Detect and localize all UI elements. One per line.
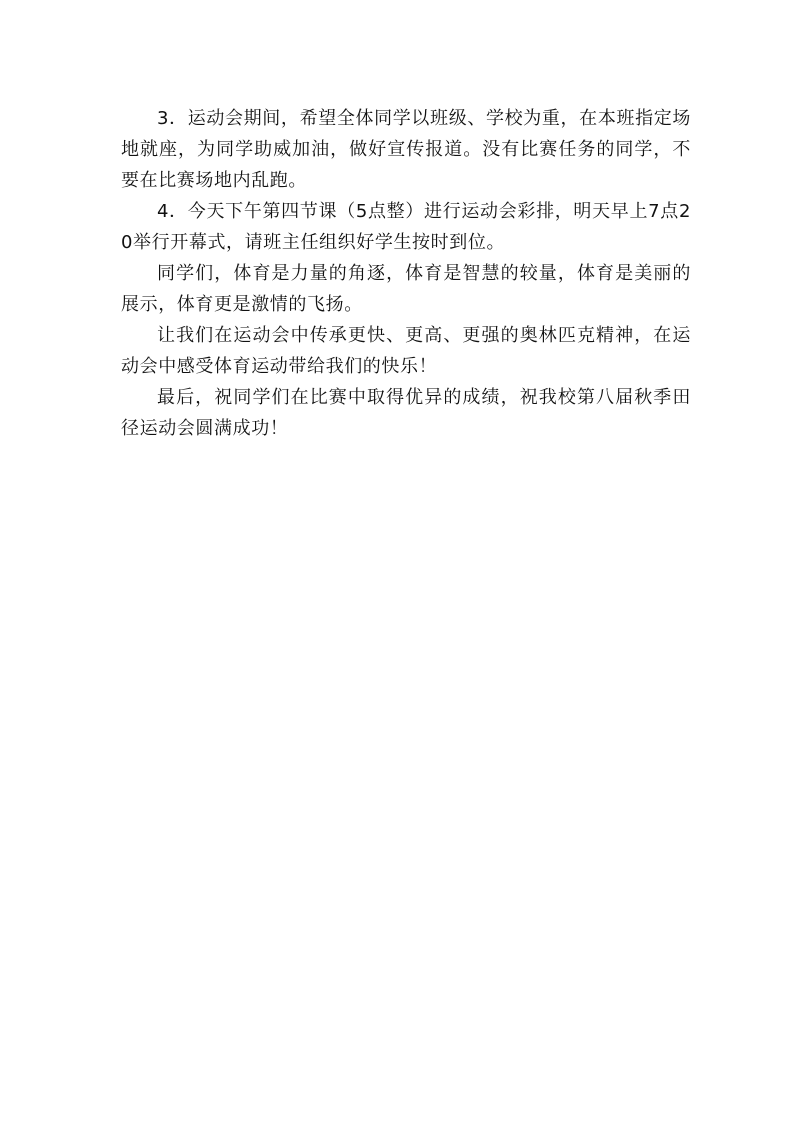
paragraph-closing-wishes: 最后，祝同学们在比赛中取得优异的成绩，祝我校第八届秋季田径运动会圆满成功！ bbox=[121, 387, 691, 439]
paragraph-olympic-spirit: 让我们在运动会中传承更快、更高、更强的奥林匹克精神，在运动会中感受体育运动带给我们的快乐！ bbox=[121, 325, 691, 377]
paragraph-item-4: 4．今天下午第四节课（5点整）进行运动会彩排，明天早上7点20举行开幕式，请班主任组织好学生按时到位。 bbox=[121, 201, 691, 253]
paragraph-sports-spirit: 同学们，体育是力量的角逐，体育是智慧的较量，体育是美丽的展示，体育更是激情的飞扬。 bbox=[121, 263, 691, 315]
paragraph-item-3: 3．运动会期间，希望全体同学以班级、学校为重，在本班指定场地就座，为同学助威加油，做好宣传报道。没有比赛任务的同学，不要在比赛场地内乱跑。 bbox=[121, 108, 691, 191]
document-body bbox=[121, 103, 691, 444]
